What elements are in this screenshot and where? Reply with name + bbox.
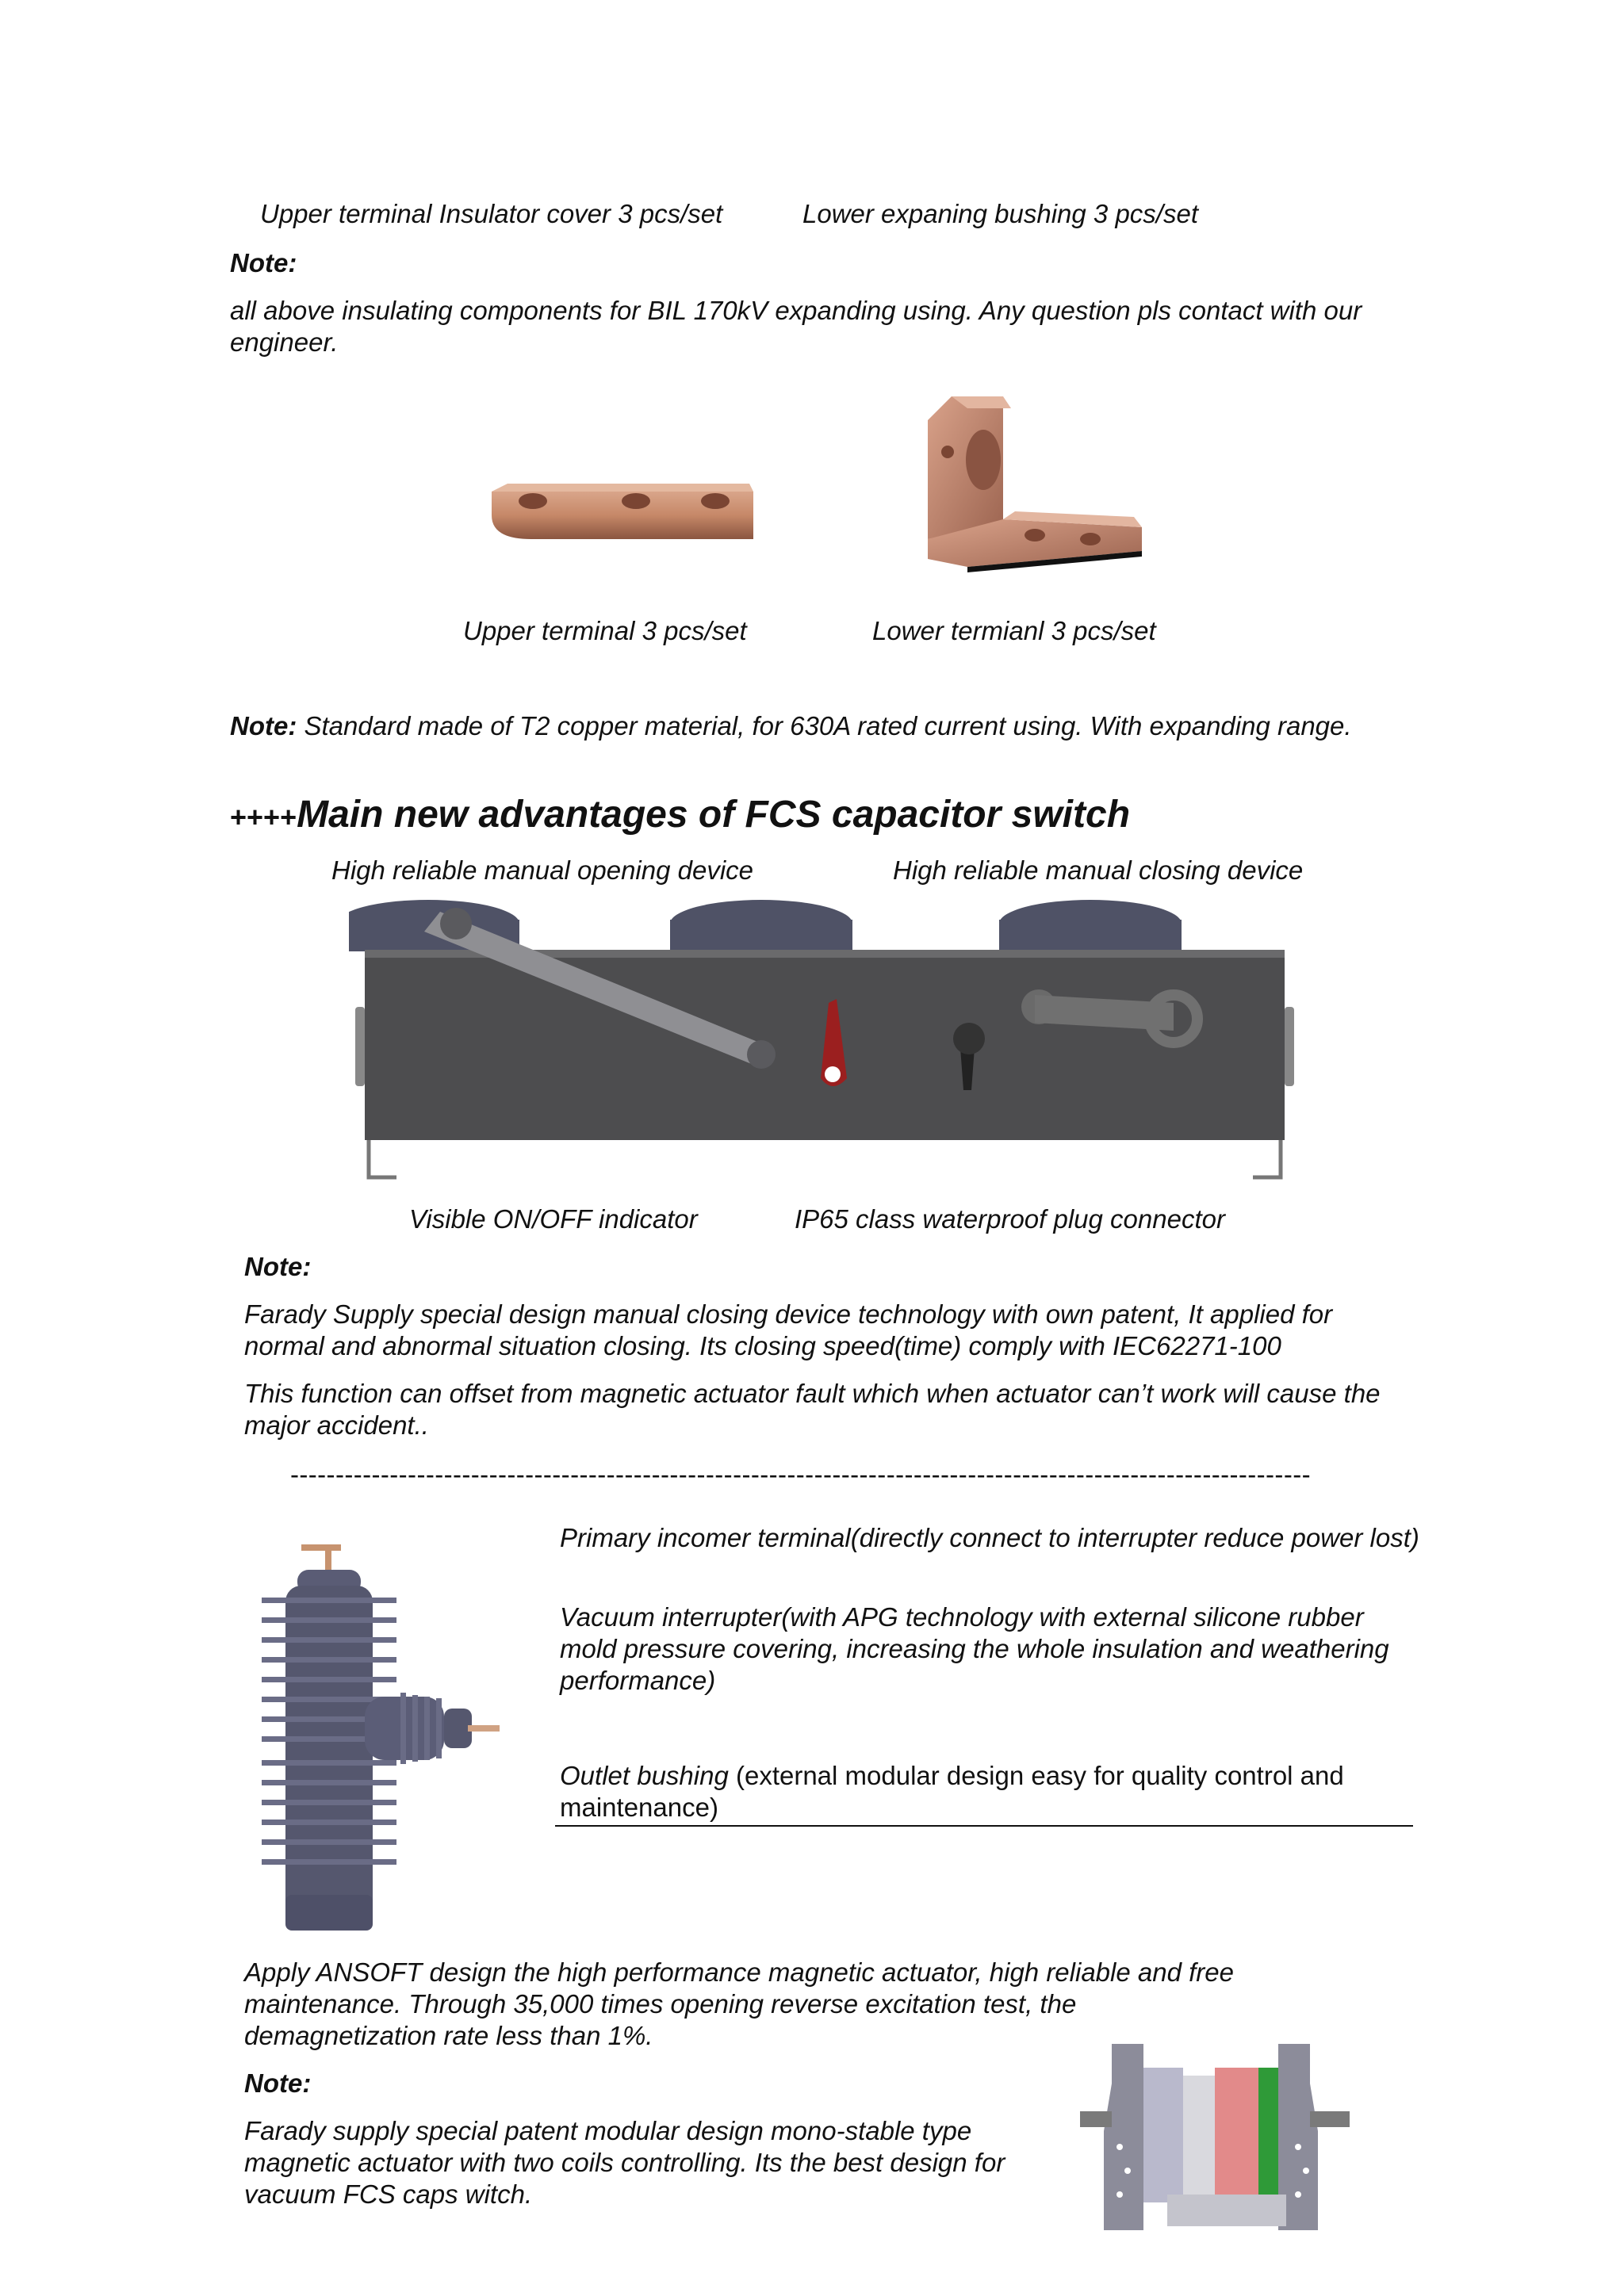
magnetic-actuator-image — [1080, 2036, 1365, 2234]
note-text: all above insulating components for BIL 170kV expanding using. Any question pls contact with our engineer. — [230, 296, 1362, 357]
section-heading — [230, 793, 1130, 840]
pole-item-incomer-terminal: Primary incomer terminal(directly connect to interrupter reduce power lost) — [560, 1523, 1419, 1552]
note-label: Note: — [244, 2068, 312, 2098]
note-paragraph-closing-device: Farady Supply special design manual closing device technology with own patent, It applied for normal and abnormal situation closing. Its closing speed(time) comply with IEC62271-100 — [244, 1299, 1333, 1360]
actuator-description: Apply ANSOFT design the high performance magnetic actuator, high reliable and free maintenance. Through 35,000 times opening reverse excitation test, the demagnetization rate less than 1%. — [244, 1957, 1234, 2050]
heading-title: Main new advantages of FCS capacitor switch — [297, 794, 1131, 836]
outlet-bushing-title: Outlet bushing — [560, 1761, 729, 1790]
caption-lower-bushing: Lower expaning bushing 3 pcs/set — [802, 199, 1198, 228]
pole-bushing-image — [254, 1538, 523, 1934]
caption-upper-insulator-cover: Upper terminal Insulator cover 3 pcs/set — [260, 199, 723, 228]
upper-terminal-image — [484, 468, 761, 555]
label-manual-closing: High reliable manual closing device — [893, 855, 1304, 885]
note-label: Note: — [244, 1252, 312, 1281]
note-standard-copper — [230, 710, 1352, 742]
dashed-divider: ----------------------------------------------------------------------------------------------------------------- — [290, 1460, 1311, 1489]
caption-upper-terminal: Upper terminal 3 pcs/set — [463, 616, 747, 645]
label-manual-opening: High reliable manual opening device — [331, 855, 754, 885]
underline-rule — [555, 1825, 1413, 1827]
note-text: Standard made of T2 copper material, for 630A rated current using. With expanding range. — [297, 711, 1352, 740]
pole-item-vacuum-interrupter: Vacuum interrupter(with APG technology with external silicone rubber mold pressure covering, increasing the whole insulation and weathering performance) — [560, 1602, 1389, 1695]
note-label: Note: — [230, 711, 297, 740]
label-waterproof-connector: IP65 class waterproof plug connector — [795, 1204, 1225, 1234]
lower-terminal-image — [920, 388, 1150, 579]
note-label: Note: — [230, 248, 297, 277]
label-on-off-indicator: Visible ON/OFF indicator — [409, 1204, 698, 1234]
actuator-note-text: Farady supply special patent modular design mono-stable type magnetic actuator with two coils controlling. Its the best design for vacuum FCS caps witch. — [244, 2116, 1005, 2209]
outlet-bushing-desc: (external modular design easy for quality control and maintenance) — [560, 1761, 1344, 1822]
pole-item-outlet-bushing — [560, 1760, 1424, 1823]
note-paragraph-offset: This function can offset from magnetic actuator fault which when actuator can’t work will cause the major accident.. — [244, 1379, 1381, 1440]
heading-prefix: ++++ — [230, 801, 297, 833]
caption-lower-terminal: Lower termianl 3 pcs/set — [872, 616, 1156, 645]
capacitor-switch-image — [349, 896, 1300, 1189]
